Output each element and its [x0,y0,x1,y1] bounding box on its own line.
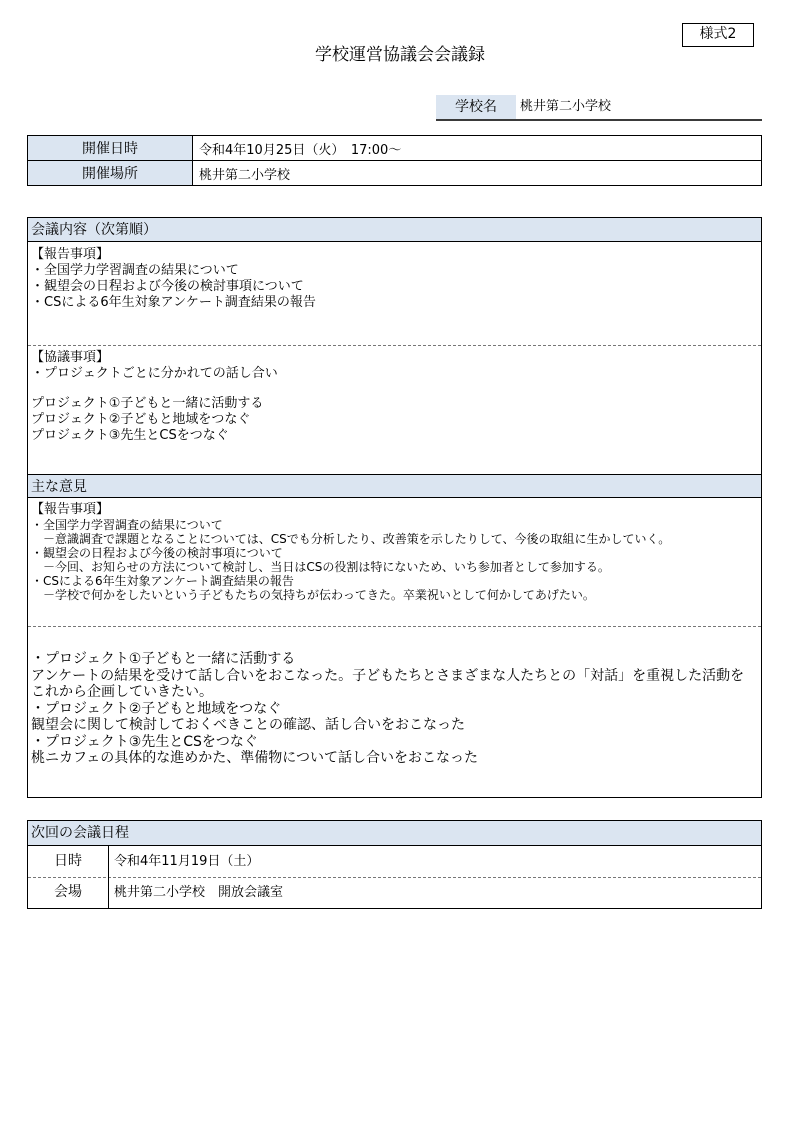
project-opinion-line: ・プロジェクト②子どもと地域をつなぐ [31,700,282,717]
school-name-block [436,95,762,121]
opinion-line: ・CSによる6年生対象アンケート調査結果の報告 [31,574,294,588]
meeting-date-value: 令和4年10月25日（火） 17:00～ [193,136,762,161]
project-opinion-line: 桃ニカフェの具体的な進めかた、準備物について話し合いをおこなった [31,750,479,766]
opinion-line: －今回、お知らせの方法について検討し、当日はCSの役割は特にないため、いち参加者として参加する。 [31,560,610,574]
meeting-date-row [28,136,762,161]
section-divider [28,626,761,627]
next-meeting-date-value: 令和4年11月19日（土） [114,854,260,869]
opinion-line: ・観望会の日程および今後の検討事項について [31,546,283,560]
next-meeting-date-label: 日時 [28,846,109,877]
agenda-discussion-heading: 【協議事項】 [31,350,110,365]
next-meeting-place-label: 会場 [28,877,109,908]
agenda-header: 会議内容（次第順） [28,218,761,242]
agenda-project-item: プロジェクト②子どもと地域をつなぐ [31,412,251,427]
opinions-report-section [31,502,757,602]
school-name-value: 桃井第二小学校 [520,99,612,114]
spacer [31,382,757,396]
agenda-report-heading: 【報告事項】 [31,247,110,262]
meeting-place-label: 開催場所 [28,161,193,186]
next-meeting-date-row [28,846,761,877]
next-meeting-box [27,820,762,909]
opinion-line: －意識調査で課題となることについては、CSでも分析したり、改善策を示したりして、今後の取組に生かしていく。 [31,532,671,546]
agenda-report-item: ・全国学力学習調査の結果について [31,263,239,278]
opinion-line: －学校で何かをしたいという子どもたちの気持ちが伝わってきた。卒業祝いとして何かしてあげたい。 [31,588,595,602]
agenda-discussion-section [31,350,757,444]
opinions-report-heading: 【報告事項】 [31,502,110,517]
meeting-place-row [28,161,762,186]
opinions-header: 主な意見 [28,474,761,498]
meeting-place-value: 桃井第二小学校 [193,161,762,186]
agenda-report-section [31,247,757,311]
form-number-label: 様式2 [682,23,754,47]
project-opinion-line: ・プロジェクト①子どもと一緒に活動する [31,651,296,667]
meeting-content-box [27,217,762,798]
opinions-project-section [31,651,757,767]
agenda-project-item: プロジェクト③先生とCSをつなぐ [31,428,229,443]
meeting-info-table [27,135,762,186]
meeting-date-label: 開催日時 [28,136,193,161]
agenda-discussion-intro: ・プロジェクトごとに分かれての話し合い [31,366,278,381]
agenda-report-item: ・CSによる6年生対象アンケート調査結果の報告 [31,295,316,310]
project-opinion-line: ・プロジェクト③先生とCSをつなぐ [31,733,258,750]
agenda-report-item: ・観望会の日程および今後の検討事項について [31,279,304,294]
next-meeting-place-value: 桃井第二小学校 開放会議室 [114,885,284,900]
opinion-line: ・全国学力学習調査の結果について [31,518,223,532]
agenda-project-item: プロジェクト①子どもと一緒に活動する [31,396,264,411]
project-opinion-line: アンケートの結果を受けて話し合いをおこなった。子どもたちとさまざまな人たちとの「対話」を重視した活動をこれから企画していきたい。 [31,667,745,700]
next-meeting-header: 次回の会議日程 [28,821,761,846]
section-divider [28,345,761,346]
school-name-label: 学校名 [436,95,516,119]
project-opinion-line: 観望会に関して検討しておくべきことの確認、話し合いをおこなった [31,717,465,733]
document-title: 学校運営協議会会議録 [315,45,485,65]
next-meeting-place-row [28,877,761,908]
